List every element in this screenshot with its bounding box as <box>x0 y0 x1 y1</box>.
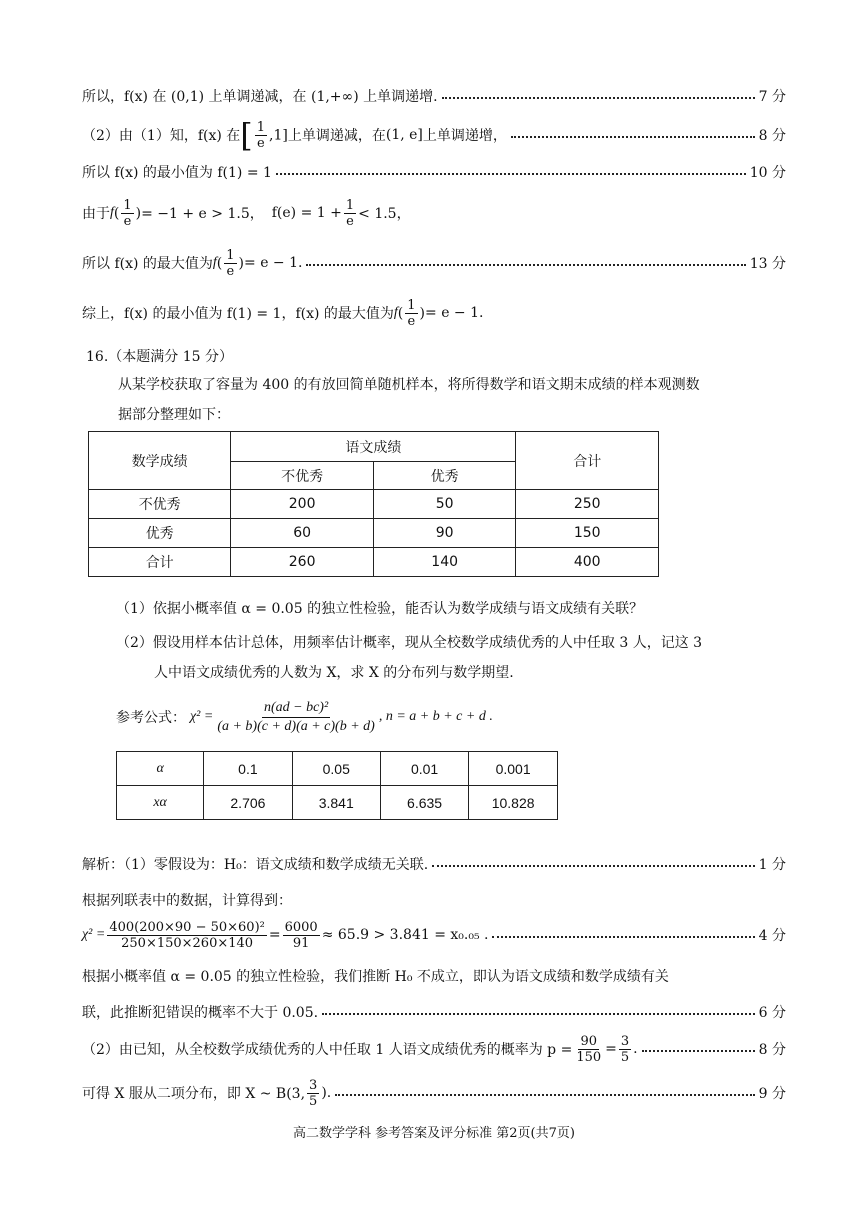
fraction-denominator: e <box>346 213 354 229</box>
fraction-denominator: e <box>226 263 235 279</box>
fraction-numerator: 1 <box>345 197 355 213</box>
function-symbol: f <box>212 255 217 270</box>
solution-line-7 <box>82 1074 786 1112</box>
cell: 150 <box>516 519 659 548</box>
problem-number: 16.（本题满分 15 分） <box>86 349 233 365</box>
fraction <box>121 198 133 229</box>
problem-intro-line-2: 据部分整理如下： <box>118 407 230 423</box>
score-label: 8 分 <box>758 128 786 144</box>
row-label: 合计 <box>89 548 231 577</box>
solution-line-4: 根据小概率值 α = 0.05 的独立性检验，我们推断 H₀ 不成立，即认为语文成绩和数学成绩有关 <box>82 969 669 985</box>
table-row <box>89 490 659 519</box>
table-row <box>89 519 659 548</box>
fraction-denominator: 5 <box>309 1093 318 1109</box>
reference-formula <box>116 694 493 740</box>
cell: 0.001 <box>469 752 558 786</box>
cell: 0.05 <box>292 752 380 786</box>
fraction-denominator: 150 <box>576 1049 602 1065</box>
formula-tail: , n = a + b + c + d . <box>378 709 493 724</box>
answer-line-4 <box>82 196 786 230</box>
cell: 400 <box>516 548 659 577</box>
question-2-line-2: 人中语文成绩优秀的人数为 X，求 X 的分布列与数学期望. <box>154 665 514 681</box>
score-label: 9 分 <box>758 1086 786 1102</box>
line-text: 所以，f(x) 在 (0,1) 上单调递减，在 (1,+∞) 上单调递增. <box>82 89 438 105</box>
line-text: = −1 + e > 1.5， <box>141 206 264 222</box>
line-text: = e − 1. <box>425 305 484 321</box>
fraction-numerator: 1 <box>226 247 235 263</box>
cell: 260 <box>231 548 374 577</box>
fraction-numerator: 400(200×90 − 50×60)² <box>109 919 265 935</box>
header-math-score: 数学成绩 <box>89 432 231 490</box>
fraction-denominator: (a + b)(c + d)(a + c)(b + d) <box>217 718 375 734</box>
fraction <box>344 198 356 229</box>
score-label: 8 分 <box>758 1042 786 1058</box>
header-total: 合计 <box>516 432 659 490</box>
interval-expression <box>240 116 288 154</box>
leader-dots <box>511 136 755 138</box>
probability-fraction-simplified <box>619 1034 631 1065</box>
fraction <box>224 248 236 279</box>
line-text: 可得 X 服从二项分布，即 X ~ B(3, <box>82 1086 306 1102</box>
score-label: 13 分 <box>749 256 786 272</box>
cell: 90 <box>373 519 516 548</box>
cell: 60 <box>231 519 374 548</box>
cell: 3.841 <box>292 786 380 820</box>
fraction-denominator: 91 <box>292 935 310 951</box>
solution-line-5 <box>82 1000 786 1024</box>
table-row <box>117 752 558 786</box>
cell: 140 <box>373 548 516 577</box>
line-text: f(x) 在 <box>197 128 241 144</box>
page-footer: 高二数学学科 参考答案及评分标准 第2页(共7页) <box>293 1126 575 1141</box>
function-arg: ( $\frac{1}{e}$ ) <box>397 297 426 329</box>
header-chinese-score: 语文成绩 <box>231 432 516 462</box>
leader-dots <box>642 1050 755 1052</box>
line-text: . <box>633 1041 638 1057</box>
problem-intro-line-1: 从某学校获取了容量为 400 的有放回简单随机样本，将所得数学和语文期末成绩的样本观测数 <box>118 377 700 393</box>
solution-line-6 <box>82 1030 786 1068</box>
fraction-numerator: 6000 <box>284 919 318 935</box>
function-symbol: f <box>110 205 114 220</box>
fraction-denominator: 250×150×260×140 <box>121 935 254 951</box>
cell: 2.706 <box>204 786 292 820</box>
leader-dots <box>322 1013 755 1015</box>
formula-label: 参考公式： <box>116 710 186 726</box>
leader-dots <box>276 173 746 175</box>
fraction-numerator: 1 <box>256 119 266 135</box>
question-1: （1）依据小概率值 α = 0.05 的独立性检验，能否认为数学成绩与语文成绩有关联？ <box>116 601 644 617</box>
chi-square-calculation <box>82 914 786 956</box>
critical-value-table <box>116 751 558 820</box>
answer-line-5 <box>82 246 786 280</box>
header-not-excellent: 不优秀 <box>231 462 374 490</box>
chi-tail: ≈ 65.9 > 3.841 = x₀.₀₅ . <box>321 927 489 943</box>
line-text: 所以 f(x) 的最大值为 <box>82 256 213 272</box>
line-text: （2）由（1）知， <box>82 128 198 144</box>
fraction-denominator: e <box>257 135 265 151</box>
cell: 10.828 <box>469 786 558 820</box>
function-arg: ( $\frac{1}{e}$ ) <box>216 247 245 279</box>
answer-line-3 <box>82 160 786 184</box>
line-text: 所以 f(x) 的最小值为 f(1) = 1 <box>82 165 272 181</box>
answer-line-1 <box>82 84 786 108</box>
leader-dots <box>306 264 745 266</box>
chi-fraction-simplified <box>283 920 320 951</box>
cell: 200 <box>231 490 374 519</box>
line-text: 综上，f(x) 的最小值为 f(1) = 1，f(x) 的最大值为 <box>82 306 394 322</box>
row-label: 不优秀 <box>89 490 231 519</box>
line-text: f(e) = 1 + <box>271 205 342 221</box>
line-text: 上单调递减，在 <box>287 128 386 144</box>
leader-dots <box>492 936 754 938</box>
fraction-numerator: 3 <box>620 1033 630 1049</box>
fraction-denominator: e <box>407 313 416 329</box>
score-label: 10 分 <box>749 165 786 181</box>
table-row <box>117 786 558 820</box>
line-text: ). <box>321 1085 332 1101</box>
equals-sign: = <box>605 1041 617 1057</box>
table-row <box>89 548 659 577</box>
cell: 0.01 <box>380 752 468 786</box>
line-text: 上单调递增， <box>422 128 507 144</box>
fraction-denominator: e <box>123 213 132 229</box>
formula-lhs: χ² = <box>190 709 214 724</box>
header-excellent: 优秀 <box>373 462 516 490</box>
line-text: < 1.5， <box>358 206 411 222</box>
header-cell: α <box>117 752 204 786</box>
line-text: （2）由已知，从全校数学成绩优秀的人中任取 1 人语文成绩优秀的概率为 p = <box>82 1042 573 1058</box>
fraction-denominator: 5 <box>620 1049 630 1065</box>
header-cell: xα <box>117 786 204 820</box>
cell: 250 <box>516 490 659 519</box>
line-text: = e − 1. <box>244 255 303 271</box>
chi-fraction <box>107 920 267 951</box>
line-text: 解析：（1）零假设为：H₀：语文成绩和数学成绩无关联. <box>82 857 429 873</box>
score-label: 1 分 <box>758 857 786 873</box>
row-label: 优秀 <box>89 519 231 548</box>
contingency-table <box>88 431 659 577</box>
question-2-line-1: （2）假设用样本估计总体，用频率估计概率，现从全校数学成绩优秀的人中任取 3 人，记这 3 <box>116 635 703 651</box>
score-label: 7 分 <box>758 89 786 105</box>
line-text: 联，此推断犯错误的概率不大于 0.05. <box>82 1005 319 1021</box>
score-label: 6 分 <box>758 1005 786 1021</box>
cell: 50 <box>373 490 516 519</box>
formula-fraction <box>215 699 377 736</box>
function-arg: ( $\frac{1}{e}$ ) <box>113 197 142 229</box>
probability-fraction <box>574 1034 603 1065</box>
solution-line-2: 根据列联表中的数据，计算得到： <box>82 893 292 909</box>
equals-sign: = <box>268 927 281 943</box>
bracket: ,1] <box>269 127 288 143</box>
solution-line-1 <box>82 852 786 876</box>
leader-dots <box>442 97 755 99</box>
function-symbol: f <box>393 305 398 320</box>
cell: 6.635 <box>380 786 468 820</box>
cell: 0.1 <box>204 752 292 786</box>
binomial-fraction <box>307 1078 319 1109</box>
score-label: 4 分 <box>758 928 786 944</box>
answer-line-2 <box>82 116 786 154</box>
fraction-numerator: 90 <box>580 1033 597 1049</box>
fraction-numerator: 1 <box>407 297 416 313</box>
leader-dots <box>335 1094 754 1096</box>
fraction-numerator: 3 <box>309 1077 318 1093</box>
leader-dots <box>432 865 754 867</box>
chi-lhs: χ² = <box>82 927 106 942</box>
answer-line-6 <box>82 296 786 330</box>
bracket: [ <box>240 116 253 154</box>
fraction <box>255 120 267 151</box>
fraction-numerator: n(ad − bc)² <box>262 699 330 718</box>
line-text: (1, e] <box>385 127 423 143</box>
fraction-numerator: 1 <box>123 197 132 213</box>
line-text: 由于 <box>82 206 110 222</box>
fraction <box>405 298 417 329</box>
